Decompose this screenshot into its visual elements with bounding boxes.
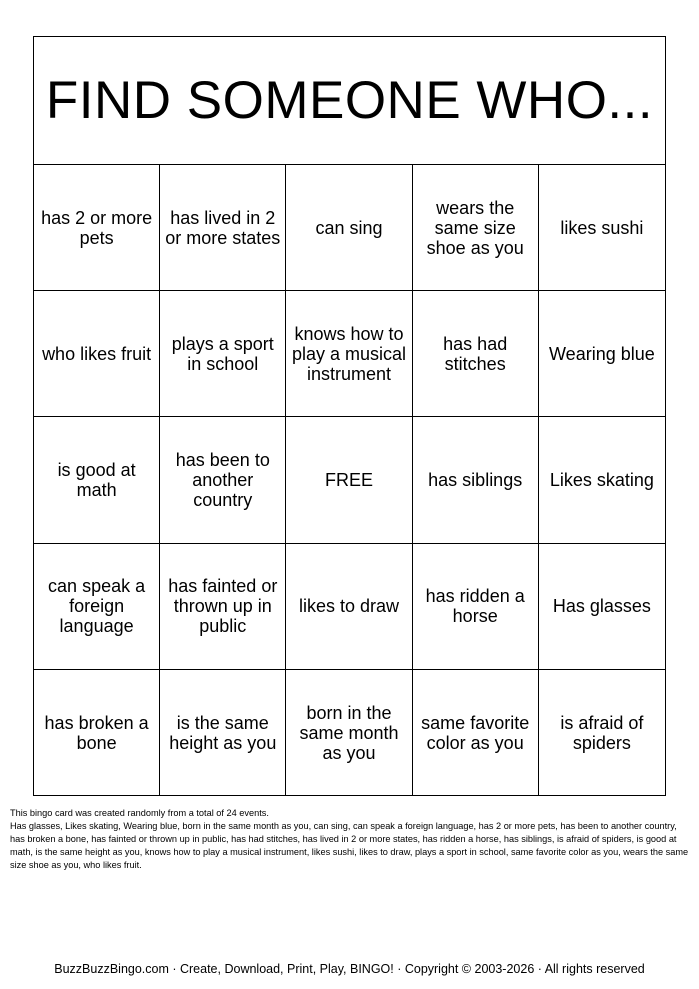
bingo-cell: has 2 or more pets	[34, 165, 160, 291]
bingo-cell: can sing	[286, 165, 412, 291]
bingo-cell: has broken a bone	[34, 670, 160, 796]
bingo-cell: has had stitches	[413, 291, 539, 417]
bingo-cell: likes sushi	[539, 165, 665, 291]
card-info-summary: This bingo card was created randomly from a total of 24 events.	[10, 808, 269, 818]
bingo-card	[33, 36, 666, 796]
bingo-cell: has been to another country	[160, 417, 286, 543]
bingo-cell: has siblings	[413, 417, 539, 543]
bingo-cell: Has glasses	[539, 544, 665, 670]
card-info-note	[10, 807, 690, 872]
page-footer: BuzzBuzzBingo.com · Create, Download, Print, Play, BINGO! · Copyright © 2003-2026 · All rights reserved	[54, 962, 645, 976]
bingo-cell: plays a sport in school	[160, 291, 286, 417]
bingo-cell: is good at math	[34, 417, 160, 543]
bingo-cell: Wearing blue	[539, 291, 665, 417]
bingo-grid	[34, 165, 665, 796]
bingo-cell: is afraid of spiders	[560, 712, 644, 753]
bingo-cell: same favorite color as you	[413, 670, 539, 796]
card-title: FIND SOMEONE WHO...	[34, 37, 665, 165]
bingo-cell: knows how to play a musical instrument	[286, 291, 412, 417]
bingo-cell: has lived in 2 or more states	[160, 165, 286, 291]
card-event-list: Has glasses, Likes skating, Wearing blue, born in the same month as you, can sing, can speak a foreign language, has 2 or more pets, has been to another country, has broken a bone, has fainted or thrown up in public, has had stitches, has lived in 2 or more states, has ridden a horse, has siblings, is afraid of spiders, is good at math, is the same height as you, knows how to play a musical instrument, likes sushi, likes to draw, plays a sport in school, same favorite color as you, wears the same size shoe as you, who likes fruit.	[10, 821, 689, 870]
free-space-cell: FREE	[286, 417, 412, 543]
bingo-cell: Likes skating	[539, 417, 665, 543]
bingo-cell: who likes fruit	[34, 291, 160, 417]
bingo-cell: has fainted or thrown up in public	[160, 544, 286, 670]
bingo-cell: can speak a foreign language	[34, 544, 160, 670]
bingo-cell: wears the same size shoe as you	[413, 165, 539, 291]
bingo-cell: is the same height as you	[160, 670, 286, 796]
bingo-cell: born in the same month as you	[286, 670, 412, 796]
bingo-cell: has ridden a horse	[413, 544, 539, 670]
bingo-cell: likes to draw	[286, 544, 412, 670]
